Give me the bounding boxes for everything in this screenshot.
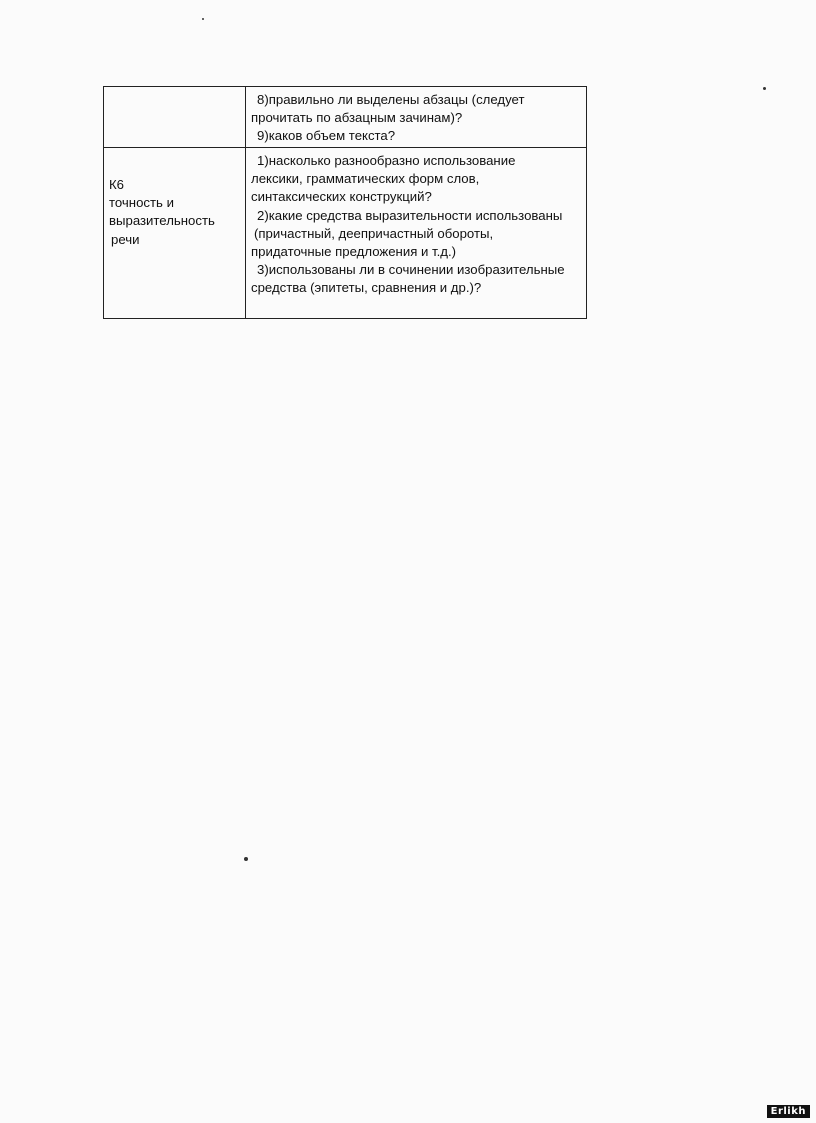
scan-speck bbox=[202, 18, 204, 20]
criterion-name-line: выразительность bbox=[109, 213, 215, 229]
criterion-code bbox=[104, 87, 245, 115]
table-row bbox=[104, 87, 587, 148]
question-line: 2)какие средства выразительности использованы bbox=[257, 207, 563, 223]
question-line: 8)правильно ли выделены абзацы (следует bbox=[257, 92, 525, 107]
questions-cell bbox=[246, 87, 587, 148]
criterion-code: К6 bbox=[109, 177, 125, 192]
question-line: 9)каков объем текста? bbox=[257, 128, 396, 144]
watermark: Erlikh bbox=[767, 1105, 810, 1118]
criterion-cell bbox=[104, 87, 246, 148]
question-line: 1)насколько разнообразно использование bbox=[257, 153, 516, 168]
question-line: прочитать по абзацным зачинам)? bbox=[251, 110, 463, 126]
criterion-cell bbox=[104, 148, 246, 319]
table-row bbox=[104, 148, 587, 319]
criteria-table bbox=[103, 86, 587, 319]
questions-cell bbox=[246, 148, 587, 319]
question-line: лексики, грамматических форм слов, bbox=[251, 171, 480, 187]
question-line: (причастный, деепричастный обороты, bbox=[254, 225, 494, 241]
scan-speck bbox=[763, 87, 766, 90]
question-line: 3)использованы ли в сочинении изобразительные bbox=[257, 262, 565, 278]
question-line: придаточные предложения и т.д.) bbox=[251, 244, 457, 260]
question-line: синтаксических конструкций? bbox=[251, 189, 432, 205]
criterion-name-line: точность и bbox=[109, 195, 174, 211]
scan-speck bbox=[244, 857, 248, 861]
criterion-name-line: речи bbox=[111, 231, 140, 247]
question-line: средства (эпитеты, сравнения и др.)? bbox=[251, 280, 482, 296]
